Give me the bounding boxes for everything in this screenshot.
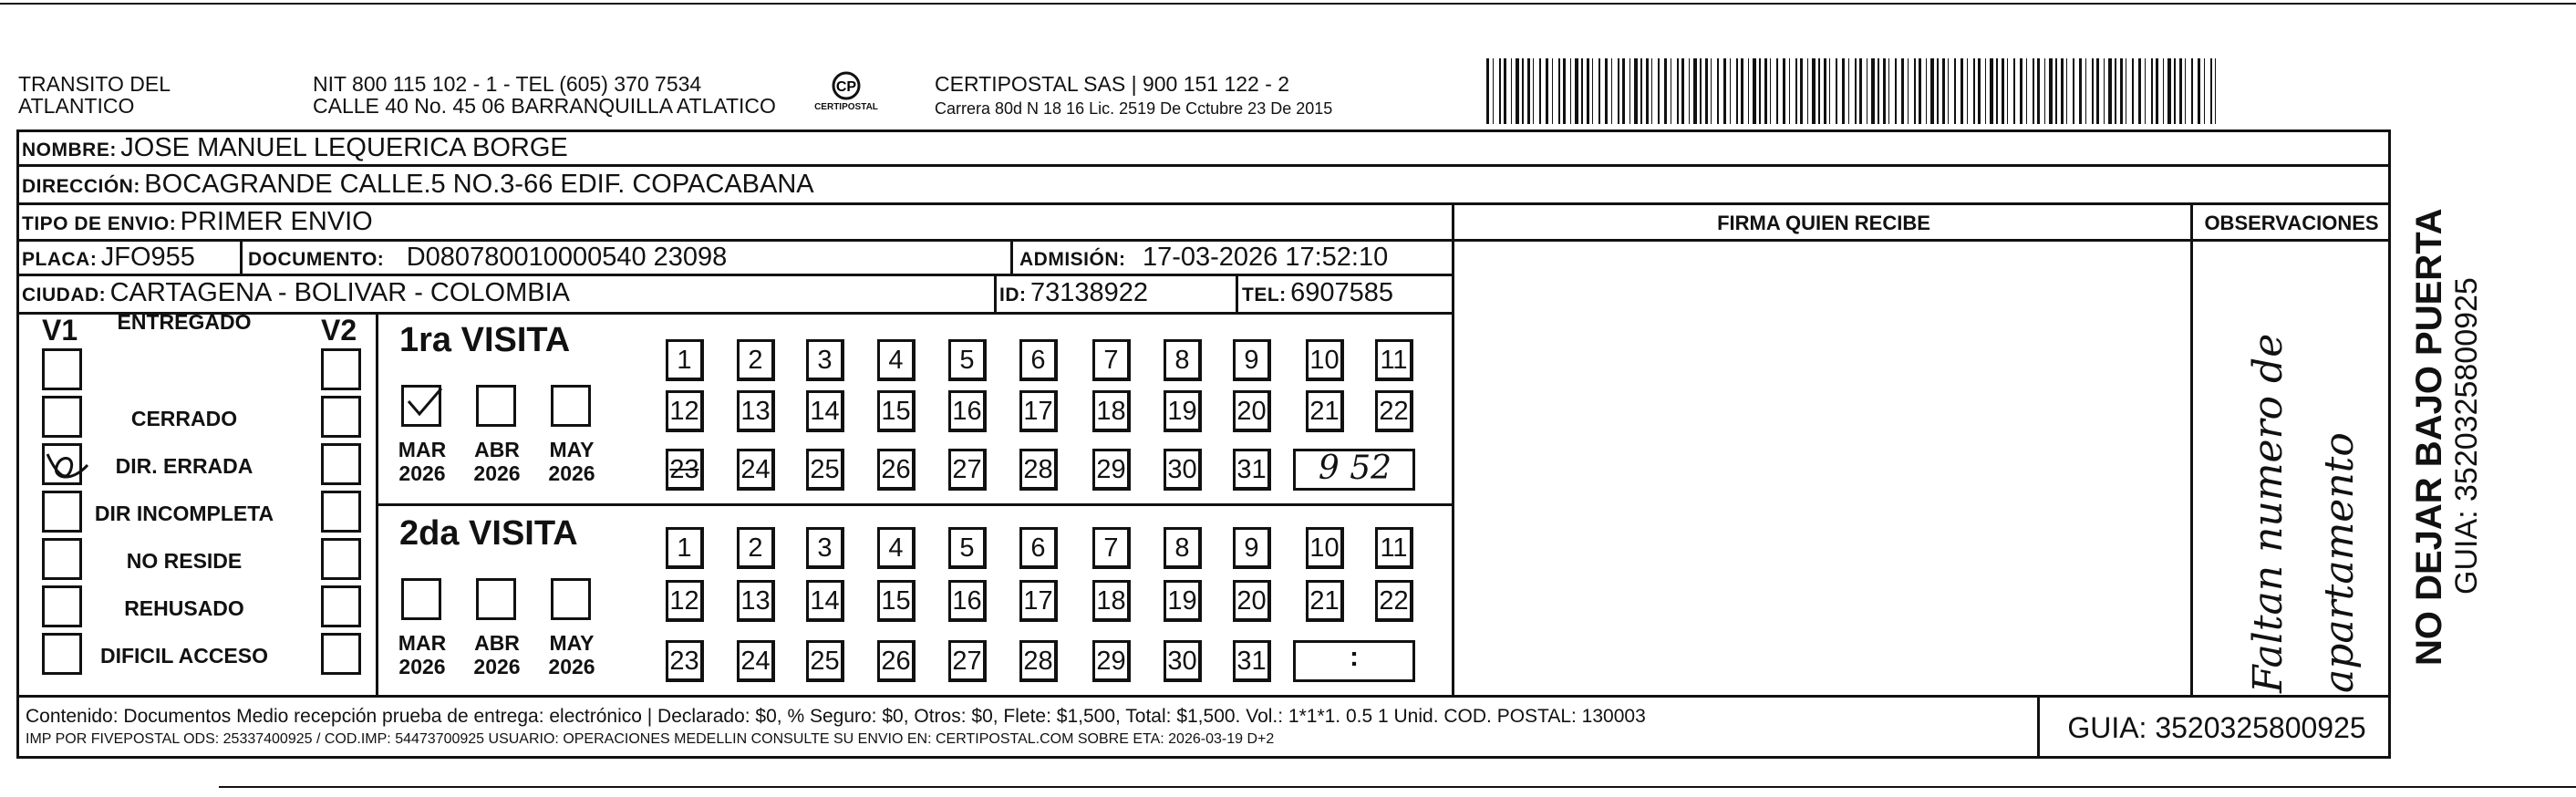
first-month-abr: ABR 2026	[473, 438, 521, 485]
first-month-may: MAY 2026	[548, 438, 595, 485]
sender-name: TRANSITO DEL ATLANTICO	[18, 72, 171, 118]
first-day-3[interactable]: 3	[806, 339, 844, 381]
first-month-mar: MAR 2026	[398, 438, 447, 485]
barcode-bar	[1622, 58, 1625, 124]
second-day-17[interactable]: 17	[1019, 580, 1058, 622]
second-day-29[interactable]: 29	[1092, 640, 1131, 682]
first-month-may-box[interactable]	[551, 385, 591, 427]
row-line-3	[16, 239, 2391, 242]
nombre-value: JOSE MANUEL LEQUERICA BORGE	[120, 133, 568, 162]
barcode-bar	[1618, 58, 1619, 124]
barcode-bar	[1522, 58, 1524, 124]
barcode-bar	[1859, 58, 1862, 124]
status-entregado: ENTREGADO	[117, 310, 252, 334]
first-day-5[interactable]: 5	[948, 339, 987, 381]
barcode-bar	[1748, 58, 1749, 124]
barcode-bar	[1677, 58, 1679, 124]
first-day-15[interactable]: 15	[877, 390, 916, 432]
second-month-abr: ABR 2026	[473, 631, 521, 678]
barcode-bar	[1634, 58, 1638, 124]
barcode-bar	[2179, 58, 2182, 124]
first-day-7[interactable]: 7	[1092, 339, 1131, 381]
barcode-bar	[1930, 58, 1934, 124]
barcode-bar	[2174, 58, 2176, 124]
observaciones-handwritten-1: Faltan numero de	[2245, 333, 2292, 693]
admision-value: 17-03-2026 17:52:10	[1142, 243, 1389, 272]
barcode-bar	[1711, 58, 1712, 124]
barcode-bar	[1818, 58, 1820, 124]
second-day-31[interactable]: 31	[1233, 640, 1271, 682]
first-day-12[interactable]: 12	[666, 390, 704, 432]
footer-guia: GUIA: 3520325800925	[2067, 711, 2366, 744]
observaciones-handwritten-2: apartamento	[2316, 432, 2363, 693]
tel-cell	[1242, 278, 1393, 308]
barcode-bar	[1753, 58, 1756, 124]
barcode-bar	[2163, 58, 2164, 124]
ciudad-value: CARTAGENA - BOLIVAR - COLOMBIA	[109, 278, 570, 307]
documento-label: DOCUMENTO:	[248, 249, 385, 270]
barcode-bar	[1836, 58, 1837, 124]
barcode	[1486, 58, 2216, 124]
barcode-bar	[1807, 58, 1808, 124]
first-time-value: 9 52	[1318, 450, 1392, 487]
first-day-17[interactable]: 17	[1019, 390, 1058, 432]
barcode-bar	[1954, 58, 1956, 124]
barcode-bar	[2138, 58, 2141, 124]
second-day-24[interactable]: 24	[737, 640, 775, 682]
second-day-27[interactable]: 27	[948, 640, 987, 682]
barcode-bar	[1878, 58, 1879, 124]
ciudad-label: CIUDAD:	[22, 285, 107, 305]
no-dejar-bajo-puerta: NO DEJAR BAJO PUERTA	[2409, 208, 2449, 666]
col-doc-adm	[1010, 239, 1013, 275]
v1-box-entregado[interactable]	[42, 348, 82, 390]
barcode-bar	[2026, 58, 2027, 124]
barcode-bar	[1511, 58, 1512, 124]
second-day-12[interactable]: 12	[666, 580, 704, 622]
barcode-bar	[1493, 58, 1494, 124]
barcode-bar	[2096, 58, 2099, 124]
status-dir-errada: DIR. ERRADA	[115, 454, 253, 478]
barcode-bar	[2156, 58, 2158, 124]
tipo-value: PRIMER ENVIO	[180, 207, 373, 236]
col-placa-doc	[240, 239, 243, 275]
ciudad-cell	[22, 278, 570, 308]
barcode-bar	[1764, 58, 1767, 124]
tel-label: TEL:	[1242, 285, 1287, 305]
second-month-abr-box[interactable]	[476, 578, 516, 620]
barcode-bar	[1855, 58, 1857, 124]
barcode-bar	[2037, 58, 2040, 124]
barcode-bar	[2167, 58, 2171, 124]
second-time-placeholder: :	[1350, 642, 1359, 672]
barcode-bar	[1996, 58, 1998, 124]
barcode-bar	[1689, 58, 1690, 124]
courier-line1: CERTIPOSTAL SAS | 900 151 122 - 2	[935, 72, 1290, 96]
second-month-mar-box[interactable]	[401, 578, 441, 620]
barcode-bar	[1824, 58, 1826, 124]
barcode-bar	[1611, 58, 1612, 124]
barcode-bar	[2151, 58, 2153, 124]
v2-label: V2	[321, 314, 357, 347]
col-id-tel	[1236, 274, 1238, 312]
barcode-bar	[2132, 58, 2134, 124]
second-day-7[interactable]: 7	[1092, 527, 1131, 569]
first-day-26[interactable]: 26	[877, 449, 916, 491]
barcode-bar	[1646, 58, 1649, 124]
barcode-bar	[1681, 58, 1684, 124]
barcode-bar	[1942, 58, 1945, 124]
first-day-2[interactable]: 2	[737, 339, 775, 381]
first-day-23[interactable]: 23	[666, 449, 704, 491]
barcode-bar	[1499, 58, 1501, 124]
barcode-bar	[2073, 58, 2074, 124]
tel-value: 6907585	[1290, 278, 1394, 307]
logo-text: CERTIPOSTAL	[814, 102, 878, 112]
barcode-bar	[1960, 58, 1963, 124]
second-day-20[interactable]: 20	[1233, 580, 1271, 622]
barcode-bar	[2044, 58, 2045, 124]
barcode-bar	[1581, 58, 1583, 124]
placa-label: PLACA:	[22, 249, 98, 270]
barcode-bar	[1901, 58, 1904, 124]
barcode-bar	[2061, 58, 2064, 124]
barcode-bar	[2079, 58, 2082, 124]
first-day-6[interactable]: 6	[1019, 339, 1058, 381]
col-firma-left	[1452, 202, 1454, 697]
row-line-1	[16, 164, 2391, 167]
documento-cell	[248, 243, 727, 273]
second-day-28[interactable]: 28	[1019, 640, 1058, 682]
barcode-bar	[1741, 58, 1743, 124]
barcode-bar	[2020, 58, 2023, 124]
placa-value: JFO955	[100, 243, 195, 272]
barcode-bar	[2055, 58, 2057, 124]
barcode-bar	[2007, 58, 2008, 124]
barcode-bar	[1717, 58, 1719, 124]
first-day-13[interactable]: 13	[737, 390, 775, 432]
first-day-14[interactable]: 14	[806, 390, 844, 432]
nombre-label: NOMBRE:	[22, 140, 117, 160]
barcode-bar	[2013, 58, 2015, 124]
barcode-bar	[1664, 58, 1667, 124]
barcode-bar	[2210, 58, 2212, 124]
barcode-bar	[1937, 58, 1939, 124]
barcode-bar	[1552, 58, 1553, 124]
barcode-bar	[1789, 58, 1790, 124]
barcode-bar	[2033, 58, 2034, 124]
barcode-bar	[1723, 58, 1726, 124]
direccion-label: DIRECCIÓN:	[22, 176, 140, 197]
v2-box-entregado[interactable]	[321, 348, 361, 390]
footer-imp: IMP POR FIVEPOSTAL ODS: 25337400925 / COD.IMP: 54473700925 USUARIO: OPERACIONES MEDELLIN CONSULTE SU ENVIO EN: CERTIPOSTAL.COM SOBRE ETA: 2026-03-19 D+2	[26, 731, 1275, 747]
second-day-23[interactable]: 23	[666, 640, 704, 682]
barcode-bar	[2191, 58, 2193, 124]
barcode-bar	[1990, 58, 1993, 124]
barcode-bar	[2198, 58, 2200, 124]
v2-box-dificil-acceso[interactable]	[321, 633, 361, 675]
first-day-18[interactable]: 18	[1092, 390, 1131, 432]
side-guia: GUIA: 3520325800925	[2449, 277, 2484, 595]
barcode-bar	[1730, 58, 1731, 124]
certipostal-logo	[813, 69, 879, 120]
second-day-25[interactable]: 25	[806, 640, 844, 682]
barcode-bar	[1575, 58, 1578, 124]
documento-value: D080780010000540 23098	[406, 243, 728, 272]
second-day-15[interactable]: 15	[877, 580, 916, 622]
barcode-bar	[1563, 58, 1566, 124]
sender-info-line2: CALLE 40 No. 45 06 BARRANQUILLA ATLATICO	[313, 94, 776, 118]
first-month-abr-box[interactable]	[476, 385, 516, 427]
status-dificil-acceso: DIFICIL ACCESO	[99, 644, 268, 668]
barcode-bar	[1527, 58, 1530, 124]
status-dir-incompleta: DIR INCOMPLETA	[94, 502, 274, 525]
barcode-bar	[1570, 58, 1571, 124]
first-day-21[interactable]: 21	[1306, 390, 1344, 432]
second-day-19[interactable]: 19	[1164, 580, 1202, 622]
barcode-bar	[1800, 58, 1803, 124]
v2-box-no-reside[interactable]	[321, 538, 361, 580]
barcode-bar	[2049, 58, 2053, 124]
second-day-30[interactable]: 30	[1164, 640, 1202, 682]
direccion-value: BOCAGRANDE CALLE.5 NO.3-66 EDIF. COPACABANA	[144, 170, 814, 199]
second-day-8[interactable]: 8	[1164, 527, 1202, 569]
barcode-bar	[1558, 58, 1560, 124]
first-day-9[interactable]: 9	[1233, 339, 1271, 381]
status-rehusado: REHUSADO	[124, 596, 244, 620]
second-day-6[interactable]: 6	[1019, 527, 1058, 569]
barcode-bar	[1888, 58, 1889, 124]
firma-header: FIRMA QUIEN RECIBE	[1717, 212, 1930, 234]
observaciones-header: OBSERVACIONES	[2204, 212, 2379, 234]
barcode-bar	[1700, 58, 1702, 124]
sender-info-line1: NIT 800 115 102 - 1 - TEL (605) 370 7534	[313, 72, 702, 96]
barcode-bar	[2066, 58, 2067, 124]
second-day-21[interactable]: 21	[1306, 580, 1344, 622]
second-month-mar: MAR 2026	[398, 631, 447, 678]
barcode-bar	[1908, 58, 1909, 124]
admision-label: ADMISIÓN:	[1019, 249, 1126, 270]
first-day-4[interactable]: 4	[877, 339, 916, 381]
barcode-bar	[1516, 58, 1519, 124]
barcode-bar	[1605, 58, 1608, 124]
barcode-bar	[1948, 58, 1949, 124]
barcode-bar	[1640, 58, 1642, 124]
barcode-bar	[1629, 58, 1630, 124]
first-day-22[interactable]: 22	[1375, 390, 1413, 432]
first-visit-label: 1ra VISITA	[399, 321, 571, 359]
barcode-bar	[1651, 58, 1652, 124]
barcode-bar	[2092, 58, 2094, 124]
second-visit-label: 2da VISITA	[399, 514, 578, 553]
row-line-6	[16, 695, 2391, 698]
barcode-bar	[1783, 58, 1785, 124]
barcode-bar	[2108, 58, 2112, 124]
barcode-bar	[1919, 58, 1921, 124]
first-day-1[interactable]: 1	[666, 339, 704, 381]
top-border	[0, 3, 2576, 5]
barcode-bar	[2215, 58, 2216, 124]
second-day-5[interactable]: 5	[948, 527, 987, 569]
second-day-11[interactable]: 11	[1375, 527, 1413, 569]
barcode-bar	[1587, 58, 1589, 124]
second-day-4[interactable]: 4	[877, 527, 916, 569]
barcode-bar	[2204, 58, 2205, 124]
barcode-bar	[2115, 58, 2116, 124]
v2-box-cerrado[interactable]	[321, 396, 361, 438]
barcode-bar	[2002, 58, 2004, 124]
barcode-bar	[1693, 58, 1697, 124]
barcode-bar	[2145, 58, 2146, 124]
barcode-bar	[1546, 58, 1548, 124]
barcode-bar	[1736, 58, 1738, 124]
barcode-bar	[1926, 58, 1927, 124]
courier-line2: Carrera 80d N 18 16 Lic. 2519 De Cctubre 23 De 2015	[935, 99, 1333, 118]
first-day-29[interactable]: 29	[1092, 449, 1131, 491]
first-day-30[interactable]: 30	[1164, 449, 1202, 491]
barcode-bar	[1533, 58, 1534, 124]
barcode-bar	[1973, 58, 1975, 124]
first-day-11[interactable]: 11	[1375, 339, 1413, 381]
first-day-19[interactable]: 19	[1164, 390, 1202, 432]
second-day-3[interactable]: 3	[806, 527, 844, 569]
barcode-bar	[1812, 58, 1816, 124]
status-no-reside: NO RESIDE	[126, 549, 243, 573]
first-day-25[interactable]: 25	[806, 449, 844, 491]
second-day-9[interactable]: 9	[1233, 527, 1271, 569]
first-day-16[interactable]: 16	[948, 390, 987, 432]
v1-label: V1	[42, 314, 78, 347]
barcode-bar	[1486, 58, 1489, 124]
bottom-border	[219, 786, 2576, 788]
second-day-1[interactable]: 1	[666, 527, 704, 569]
tipo-row	[22, 207, 373, 237]
nombre-row	[22, 133, 568, 163]
second-day-26[interactable]: 26	[877, 640, 916, 682]
first-day-20[interactable]: 20	[1233, 390, 1271, 432]
barcode-bar	[1985, 58, 1986, 124]
first-day-8[interactable]: 8	[1164, 339, 1202, 381]
second-day-14[interactable]: 14	[806, 580, 844, 622]
svg-text:CP: CP	[835, 79, 857, 95]
col-ciudad-id	[994, 274, 997, 312]
second-day-10[interactable]: 10	[1306, 527, 1344, 569]
second-day-13[interactable]: 13	[737, 580, 775, 622]
barcode-bar	[2085, 58, 2086, 124]
barcode-bar	[1883, 58, 1886, 124]
tipo-label: TIPO DE ENVIO:	[22, 213, 177, 234]
barcode-bar	[1895, 58, 1897, 124]
barcode-bar	[1539, 58, 1541, 124]
direccion-row	[22, 170, 814, 200]
v2-box-rehusado[interactable]	[321, 585, 361, 627]
first-day-10[interactable]: 10	[1306, 339, 1344, 381]
v2-box-dir-errada[interactable]	[321, 443, 361, 485]
barcode-bar	[1504, 58, 1506, 124]
barcode-bar	[1914, 58, 1916, 124]
col-footer-guia	[2037, 695, 2040, 759]
second-day-18[interactable]: 18	[1092, 580, 1131, 622]
barcode-bar	[1776, 58, 1778, 124]
barcode-bar	[1658, 58, 1660, 124]
row-line-2	[16, 202, 2391, 205]
id-label: ID:	[999, 285, 1027, 305]
placa-cell	[22, 243, 195, 273]
barcode-bar	[1978, 58, 1981, 124]
second-day-22[interactable]: 22	[1375, 580, 1413, 622]
barcode-bar	[1592, 58, 1593, 124]
first-day-24[interactable]: 24	[737, 449, 775, 491]
first-day-31[interactable]: 31	[1233, 449, 1271, 491]
second-day-2[interactable]: 2	[737, 527, 775, 569]
barcode-bar	[1795, 58, 1797, 124]
id-cell	[999, 278, 1148, 308]
footer-content: Contenido: Documentos Medio recepción prueba de entrega: electrónico | Declarado: $0, % Seguro: $0, Otros: $0, Flete: $1,500, Total: $1,500. Vol.: 1*1*1. 0.5 1 Unid. COD. POSTAL: 130003	[26, 706, 1646, 727]
barcode-bar	[1770, 58, 1771, 124]
barcode-bar	[1759, 58, 1761, 124]
barcode-bar	[1705, 58, 1708, 124]
first-day-28[interactable]: 28	[1019, 449, 1058, 491]
barcode-bar	[1598, 58, 1600, 124]
barcode-bar	[2185, 58, 2186, 124]
id-value: 73138922	[1029, 278, 1148, 307]
barcode-bar	[2104, 58, 2105, 124]
barcode-bar	[1848, 58, 1849, 124]
second-month-may: MAY 2026	[548, 631, 595, 678]
admision-cell	[1019, 243, 1388, 273]
col-obs-left	[2190, 202, 2193, 697]
second-month-may-box[interactable]	[551, 578, 591, 620]
second-day-16[interactable]: 16	[948, 580, 987, 622]
v2-box-dir-incompleta[interactable]	[321, 491, 361, 533]
barcode-bar	[1967, 58, 1968, 124]
barcode-bar	[1829, 58, 1830, 124]
first-day-27[interactable]: 27	[948, 449, 987, 491]
row-visit-split	[376, 503, 1453, 506]
first-mar-check	[401, 383, 447, 429]
barcode-bar	[1871, 58, 1875, 124]
status-cerrado: CERRADO	[130, 407, 238, 430]
barcode-bar	[2120, 58, 2123, 124]
barcode-bar	[1842, 58, 1845, 124]
